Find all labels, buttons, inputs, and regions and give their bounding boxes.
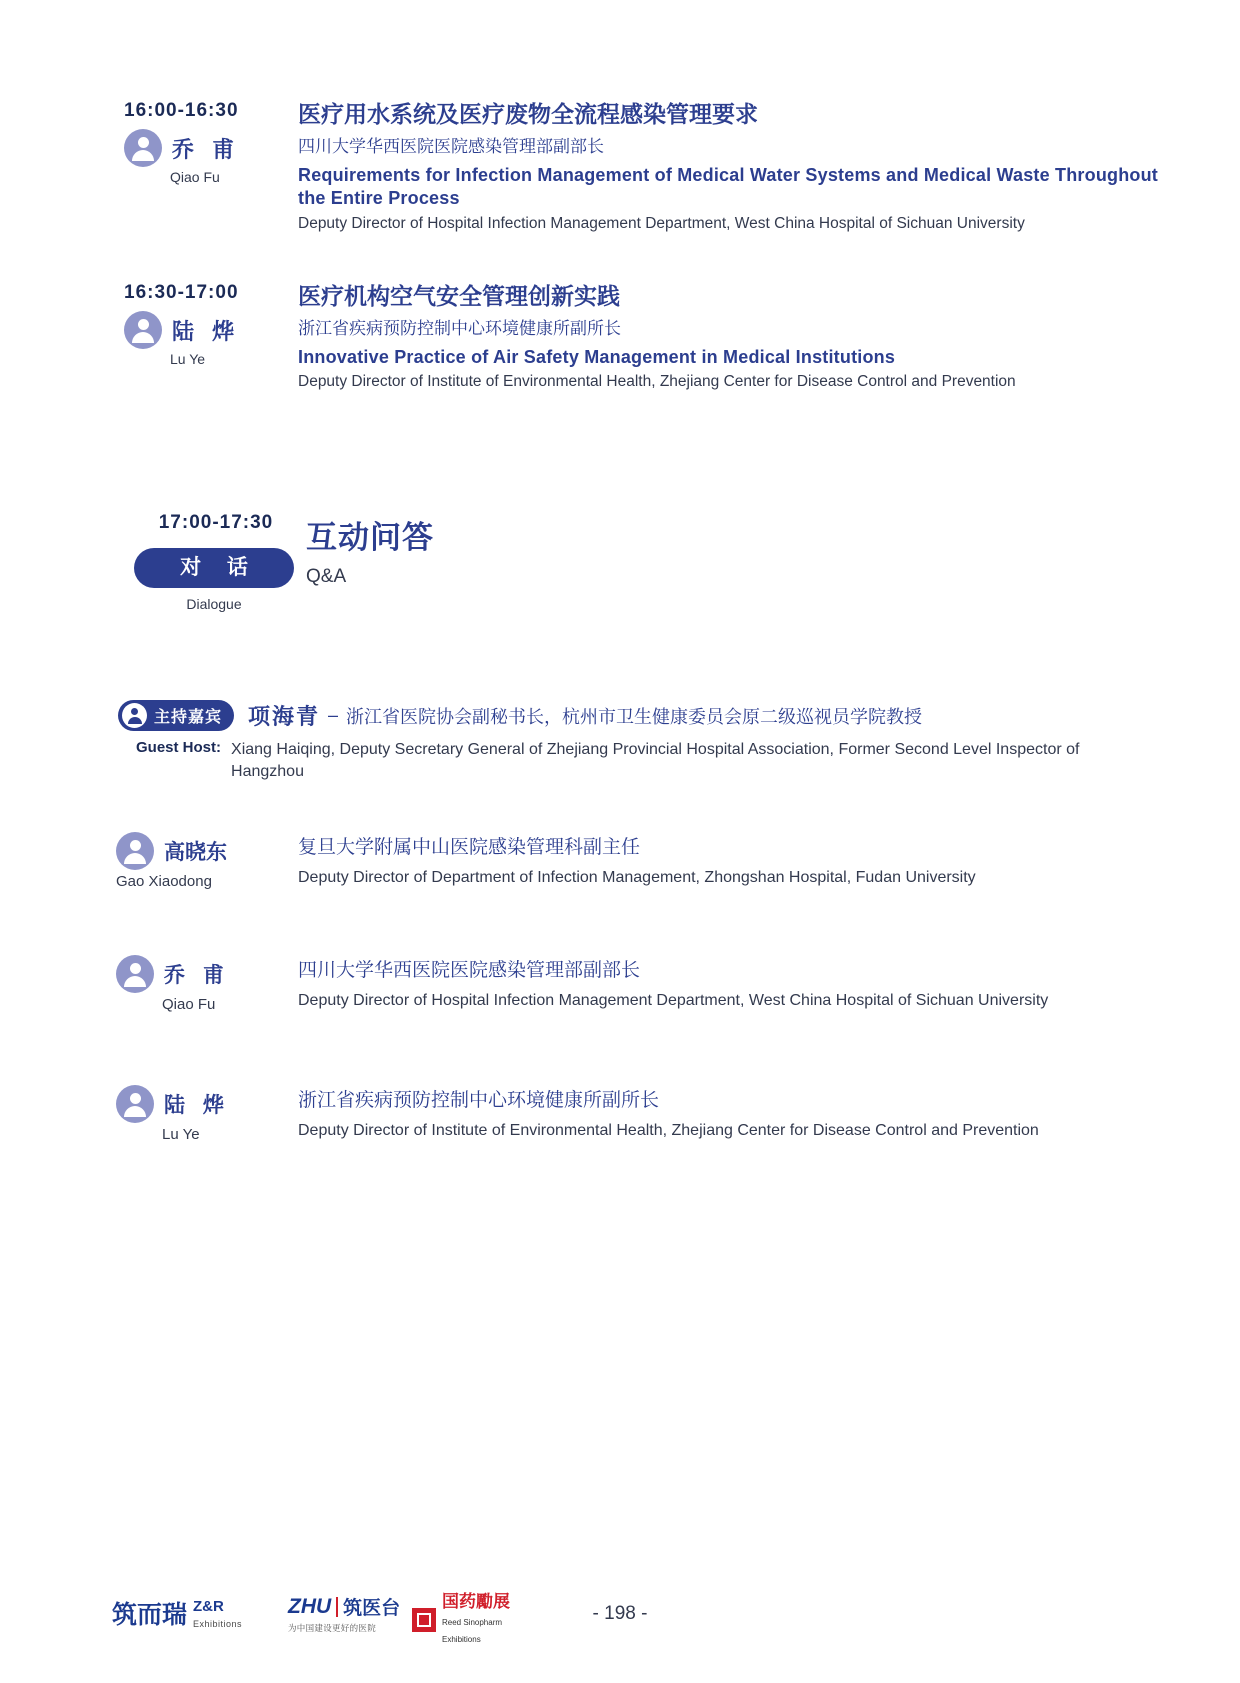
panelist-right [276,955,1160,1011]
page-number: - 198 - [592,1603,648,1624]
guest-host-affiliation-cn: 浙江省医院协会副秘书长，杭州市卫生健康委员会原二级巡视员学院教授 [346,706,923,727]
session-talk [110,282,1160,392]
panelist-left [110,955,276,1013]
panelist-name-cn: 高晓东 [164,841,227,864]
talk-time: 16:00-16:30 [124,100,239,121]
logo-zr-abbrev: Z&R [193,1598,224,1615]
panelist-name-en: Qiao Fu [162,996,216,1013]
talk-left-column [110,282,298,392]
panelist-affiliation-en: Deputy Director of Hospital Infection Management Department, West China Hospital of Sichuan University [298,991,1049,1009]
guest-host-line [118,700,1168,731]
qa-title-en: Q&A [306,566,347,587]
guest-host-name-cn: 项海青 [248,704,321,729]
logo-zr-cn: 筑而瑞 [112,1601,188,1629]
guest-host-row [118,700,1168,782]
qa-right-column [306,512,1160,612]
talk-affiliation-en: Deputy Director of Institute of Environmental Health, Zhejiang Center for Disease Control and Prevention [298,373,1016,391]
qa-time: 17:00-17:30 [158,512,274,533]
guest-host-badge-label: 主持嘉宾 [154,709,223,726]
guest-host-text-en: Xiang Haiqing, Deputy Secretary General of Zhejiang Provincial Hospital Association, Former Second Level Inspector of Hangzhou [231,741,1080,780]
talk-title-en: Innovative Practice of Air Safety Management in Medical Institutions [298,346,896,367]
panelist-name-en: Gao Xiaodong [116,873,212,890]
host-dash: – [328,705,339,725]
panelist-right [276,832,1160,888]
person-avatar-icon [124,129,162,167]
person-avatar-icon [122,703,147,728]
panelist-row [110,832,1160,890]
session-talk [110,100,1160,234]
panelist-affiliation-en: Deputy Director of Department of Infection Management, Zhongshan Hospital, Fudan University [298,868,976,886]
dialogue-badge-en: Dialogue [186,596,242,612]
talk-affiliation-cn: 四川大学华西医院医院感染管理部副部长 [298,136,604,156]
logo-zhuyitai-cn: 筑医台 [343,1598,401,1619]
speaker-chip [118,311,298,349]
person-avatar-icon [124,311,162,349]
person-avatar-icon [116,832,154,870]
talk-title-cn: 医疗用水系统及医疗废物全流程感染管理要求 [298,101,758,127]
logo-zhuyitai-zhu: ZHU [288,1594,332,1618]
panelist-name-cn: 乔 甫 [164,964,230,987]
talk-title-cn: 医疗机构空气安全管理创新实践 [298,283,620,309]
talk-left-column [110,100,298,234]
logo-reed-en2: Exhibitions [442,1635,481,1645]
guest-host-en-line [118,739,1168,782]
panelist-right [276,1085,1160,1141]
person-avatar-icon [116,1085,154,1123]
qa-session-block [110,512,1160,612]
panelist-row [110,955,1160,1013]
panelist-chip [116,955,276,993]
dialogue-badge: 对 话 [134,548,294,588]
panelist-row [110,1085,1160,1143]
speaker-name-cn: 陆 烨 [172,318,241,344]
panelist-affiliation-cn: 复旦大学附属中山医院感染管理科副主任 [298,837,641,858]
panelist-chip [116,832,276,870]
panelist-chip [116,1085,276,1123]
talk-title-en: Requirements for Infection Management of Medical Water Systems and Medical Waste Throughout the Entire Process [298,164,1158,209]
panelist-affiliation-en: Deputy Director of Institute of Environmental Health, Zhejiang Center for Disease Control and Prevention [298,1121,1039,1139]
speaker-chip [118,129,298,167]
person-avatar-icon [116,955,154,993]
guest-host-label-en: Guest Host: [136,739,222,756]
logo-zhuyitai-sub: 为中国建设更好的医院 [288,1623,377,1633]
talk-affiliation-en: Deputy Director of Hospital Infection Management Department, West China Hospital of Sichuan University [298,214,1025,232]
panelist-affiliation-cn: 浙江省疾病预防控制中心环境健康所副所长 [298,1090,660,1111]
panelist-left [110,832,276,890]
panelist-name-en: Lu Ye [162,1126,200,1143]
speaker-name-en: Qiao Fu [170,169,220,185]
talk-time: 16:30-17:00 [124,282,239,303]
logo-zr-sub: Exhibitions [193,1619,243,1629]
logo-reed-cn: 国药勵展 [442,1592,510,1611]
page-footer [0,1589,1240,1645]
qa-left-column [110,512,306,612]
panelist-affiliation-cn: 四川大学华西医院医院感染管理部副部长 [298,960,641,981]
speaker-name-cn: 乔 甫 [172,136,241,162]
logo-reed-en1: Reed Sinopharm [442,1617,503,1627]
guest-host-badge [118,700,234,731]
talk-affiliation-cn: 浙江省疾病预防控制中心环境健康所副所长 [298,318,621,338]
talk-right-column [298,282,1160,392]
qa-title-cn: 互动问答 [306,520,434,555]
speaker-name-en: Lu Ye [170,351,206,367]
talk-right-column [298,100,1160,234]
panelist-name-cn: 陆 烨 [164,1094,230,1117]
panelist-left [110,1085,276,1143]
